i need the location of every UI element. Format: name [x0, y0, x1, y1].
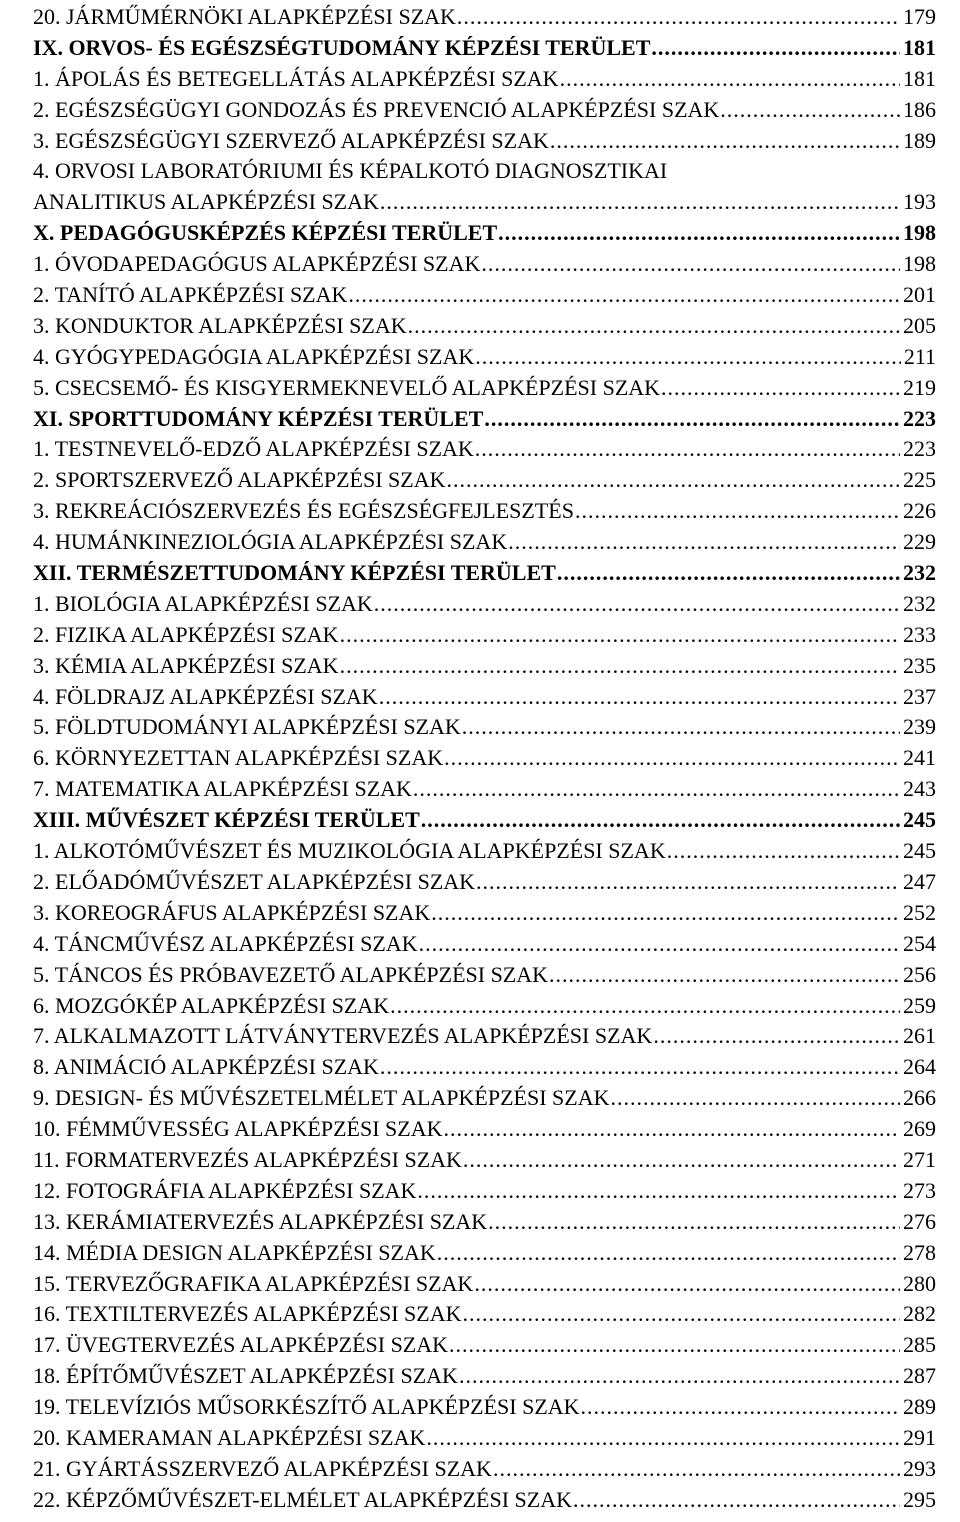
toc-entry-title: 3. KOREOGRÁFUS ALAPKÉPZÉSI SZAK [33, 899, 431, 925]
toc-entry-title: 12. FOTOGRÁFIA ALAPKÉPZÉSI SZAK [33, 1177, 417, 1203]
toc-page-number: 269 [903, 1116, 936, 1142]
toc-entry-title: 5. CSECSEMŐ- ÉS KISGYERMEKNEVELŐ ALAPKÉPZÉSI SZAK [33, 374, 661, 400]
toc-page-number: 205 [903, 312, 936, 338]
toc-entry-title: IX. ORVOS- ÉS EGÉSZSÉGTUDOMÁNY KÉPZÉSI TERÜLET [33, 34, 651, 60]
toc-page-number: 201 [903, 282, 936, 308]
toc-page-number: 232 [903, 590, 936, 616]
dot-leader [374, 589, 900, 620]
dot-leader [475, 342, 901, 373]
toc-page-number: 247 [903, 868, 936, 894]
dot-leader [498, 218, 900, 249]
toc-entry[interactable] [33, 1238, 936, 1269]
toc-entry[interactable] [33, 898, 936, 929]
toc-page-number: 181 [903, 34, 936, 60]
toc-entry[interactable] [33, 373, 936, 404]
toc-entry[interactable] [33, 836, 936, 867]
dot-leader [462, 712, 900, 743]
toc-page-number: 278 [903, 1239, 936, 1265]
toc-page-number: 276 [903, 1208, 936, 1234]
toc-page-number: 189 [903, 127, 936, 153]
toc-entry[interactable] [33, 434, 936, 465]
toc-entry-title: 17. ÜVEGTERVEZÉS ALAPKÉPZÉSI SZAK [33, 1332, 449, 1358]
toc-entry[interactable] [33, 1392, 936, 1423]
dot-leader [488, 1207, 900, 1238]
toc-entry-title: 8. ANIMÁCIÓ ALAPKÉPZÉSI SZAK [33, 1054, 379, 1080]
toc-entry-title: 21. GYÁRTÁSSZERVEZŐ ALAPKÉPZÉSI SZAK [33, 1455, 492, 1481]
toc-page-number: 211 [903, 343, 936, 369]
toc-entry-title: 20. KAMERAMAN ALAPKÉPZÉSI SZAK [33, 1424, 426, 1450]
toc-entry[interactable] [33, 651, 936, 682]
dot-leader [463, 1145, 900, 1176]
toc-entry-title: 2. SPORTSZERVEZŐ ALAPKÉPZÉSI SZAK [33, 467, 446, 493]
toc-page-number: 229 [903, 529, 936, 555]
dot-leader [481, 249, 900, 280]
toc-entry-title: XII. TERMÉSZETTUDOMÁNY KÉPZÉSI TERÜLET [33, 560, 556, 586]
toc-page-number: 259 [903, 992, 936, 1018]
dot-leader [380, 1052, 900, 1083]
dot-leader [444, 1114, 901, 1145]
toc-area-heading[interactable] [33, 558, 936, 589]
toc-page-number: 295 [903, 1486, 936, 1512]
toc-page-number: 254 [903, 930, 936, 956]
toc-page-number: 239 [903, 714, 936, 740]
dot-leader [340, 651, 900, 682]
toc-entry-line[interactable] [33, 156, 936, 187]
dot-leader [581, 1392, 900, 1423]
toc-entry-title: 7. ALKALMAZOTT LÁTVÁNYTERVEZÉS ALAPKÉPZÉSI SZAK [33, 1023, 653, 1049]
toc-entry-title: XI. SPORTTUDOMÁNY KÉPZÉSI TERÜLET [33, 405, 484, 431]
toc-entry[interactable] [33, 867, 936, 898]
dot-leader [390, 991, 900, 1022]
dot-leader [462, 1299, 900, 1330]
toc-entry[interactable] [33, 1145, 936, 1176]
dot-leader [476, 867, 900, 898]
dot-leader [484, 404, 900, 435]
toc-entry-title: XIII. MŰVÉSZET KÉPZÉSI TERÜLET [33, 807, 420, 833]
toc-entry-title: 5. FÖLDTUDOMÁNYI ALAPKÉPZÉSI SZAK [33, 714, 461, 740]
toc-entry[interactable] [33, 64, 936, 95]
toc-page-number: 241 [903, 745, 936, 771]
toc-entry[interactable] [33, 712, 936, 743]
toc-page-number: 289 [903, 1394, 936, 1420]
toc-entry-title: 20. JÁRMŰMÉRNÖKI ALAPKÉPZÉSI SZAK [33, 4, 456, 29]
toc-page-number: 245 [903, 838, 936, 864]
dot-leader [380, 187, 900, 218]
toc-entry-title: 15. TERVEZŐGRAFIKA ALAPKÉPZÉSI SZAK [33, 1270, 474, 1296]
toc-entry[interactable] [33, 682, 936, 713]
toc-entry[interactable] [33, 774, 936, 805]
dot-leader [550, 126, 900, 157]
toc-entry[interactable] [33, 1083, 936, 1114]
dot-leader [610, 1083, 900, 1114]
toc-entry-title: 3. KÉMIA ALAPKÉPZÉSI SZAK [33, 652, 339, 678]
toc-page-number: 271 [903, 1146, 936, 1172]
toc-entry[interactable] [33, 960, 936, 991]
toc-entry-title: 4. ORVOSI LABORATÓRIUMI ÉS KÉPALKOTÓ DIAGNOSZTIKAI [33, 158, 668, 184]
dot-leader [426, 1423, 900, 1454]
dot-leader [474, 1269, 900, 1300]
dot-leader [431, 898, 900, 929]
dot-leader [379, 682, 900, 713]
toc-entry-title: 4. GYÓGYPEDAGÓGIA ALAPKÉPZÉSI SZAK [33, 343, 475, 369]
toc-entry[interactable] [33, 187, 936, 218]
dot-leader [653, 1021, 900, 1052]
toc-entry[interactable] [33, 1021, 936, 1052]
dot-leader [575, 496, 900, 527]
toc-page-number: 237 [903, 683, 936, 709]
toc-area-heading[interactable] [33, 33, 936, 64]
toc-entry[interactable] [33, 1330, 936, 1361]
toc-entry-title: 2. FIZIKA ALAPKÉPZÉSI SZAK [33, 621, 339, 647]
dot-leader [651, 33, 900, 64]
toc-entry-title: 4. HUMÁNKINEZIOLÓGIA ALAPKÉPZÉSI SZAK [33, 529, 508, 555]
toc-entry[interactable] [33, 126, 936, 157]
toc-entry-title: 19. TELEVÍZIÓS MŰSORKÉSZÍTŐ ALAPKÉPZÉSI SZAK [33, 1394, 580, 1420]
toc-page-number: 233 [903, 621, 936, 647]
dot-leader [413, 774, 900, 805]
toc-entry[interactable] [33, 496, 936, 527]
dot-leader [447, 465, 900, 496]
toc-entry-title: 1. TESTNEVELŐ-EDZŐ ALAPKÉPZÉSI SZAK [33, 436, 474, 462]
toc-page-number: 291 [903, 1424, 936, 1450]
toc-entry[interactable] [33, 1052, 936, 1083]
toc-entry[interactable] [33, 589, 936, 620]
toc-page-number: 273 [903, 1177, 936, 1203]
toc-entry[interactable] [33, 991, 936, 1022]
toc-entry-title: 6. MOZGÓKÉP ALAPKÉPZÉSI SZAK [33, 992, 390, 1018]
dot-leader [449, 1330, 900, 1361]
toc-entry-title: 22. KÉPZŐMŰVÉSZET-ELMÉLET ALAPKÉPZÉSI SZAK [33, 1486, 572, 1512]
toc-entry-title: 3. KONDUKTOR ALAPKÉPZÉSI SZAK [33, 312, 407, 338]
toc-entry-title: 10. FÉMMŰVESSÉG ALAPKÉPZÉSI SZAK [33, 1116, 443, 1142]
toc-entry[interactable] [33, 527, 936, 558]
toc-page-number: 198 [903, 251, 936, 277]
toc-entry[interactable] [33, 2, 936, 33]
toc-page-number: 179 [903, 4, 936, 29]
toc-page-number: 232 [903, 560, 936, 586]
toc-entry-title: 2. ELŐADÓMŰVÉSZET ALAPKÉPZÉSI SZAK [33, 868, 476, 894]
dot-leader [340, 620, 900, 651]
toc-page-number: 287 [903, 1363, 936, 1389]
toc-entry-title: 5. TÁNCOS ÉS PRÓBAVEZETŐ ALAPKÉPZÉSI SZAK [33, 961, 549, 987]
dot-leader [419, 929, 900, 960]
toc-page-number: 243 [903, 776, 936, 802]
toc-area-heading[interactable] [33, 404, 936, 435]
toc-entry-title: 3. EGÉSZSÉGÜGYI SZERVEZŐ ALAPKÉPZÉSI SZAK [33, 127, 549, 153]
toc-page-number: 293 [903, 1455, 936, 1481]
toc-entry[interactable] [33, 1485, 936, 1516]
toc-entry[interactable] [33, 620, 936, 651]
dot-leader [508, 527, 900, 558]
dot-leader [557, 558, 900, 589]
toc-entry-title: 18. ÉPÍTŐMŰVÉSZET ALAPKÉPZÉSI SZAK [33, 1363, 458, 1389]
toc-area-heading[interactable] [33, 805, 936, 836]
toc-page-number: 261 [903, 1023, 936, 1049]
toc-entry[interactable] [33, 1454, 936, 1485]
toc-page-number: 245 [903, 807, 936, 833]
toc-page-number: 181 [903, 65, 936, 91]
toc-entry[interactable] [33, 249, 936, 280]
toc-entry[interactable] [33, 929, 936, 960]
dot-leader [560, 64, 900, 95]
toc-entry-title: 11. FORMATERVEZÉS ALAPKÉPZÉSI SZAK [33, 1146, 462, 1172]
toc-page-number: 198 [903, 220, 936, 246]
toc-entry-title: 13. KERÁMIATERVEZÉS ALAPKÉPZÉSI SZAK [33, 1208, 488, 1234]
dot-leader [421, 805, 900, 836]
dot-leader [417, 1176, 900, 1207]
toc-entry[interactable] [33, 1361, 936, 1392]
toc-entry-title: 16. TEXTILTERVEZÉS ALAPKÉPZÉSI SZAK [33, 1301, 462, 1327]
toc-entry[interactable] [33, 743, 936, 774]
toc-entry-title: 4. TÁNCMŰVÉSZ ALAPKÉPZÉSI SZAK [33, 930, 418, 956]
toc-page-number: 282 [903, 1301, 936, 1327]
toc-page-number: 223 [903, 436, 936, 462]
toc-page-number: 226 [903, 498, 936, 524]
dot-leader [573, 1485, 900, 1516]
toc-page-number: 219 [903, 374, 936, 400]
toc-entry-title: 4. FÖLDRAJZ ALAPKÉPZÉSI SZAK [33, 683, 378, 709]
toc-page-number: 186 [903, 96, 936, 122]
toc-page-number: 264 [903, 1054, 936, 1080]
toc-entry[interactable] [33, 1114, 936, 1145]
toc-entry[interactable] [33, 1423, 936, 1454]
toc-entry-title: 3. REKREÁCIÓSZERVEZÉS ÉS EGÉSZSÉGFEJLESZTÉS [33, 498, 574, 524]
dot-leader [661, 373, 900, 404]
toc-entry[interactable] [33, 311, 936, 342]
toc-entry-title: 9. DESIGN- ÉS MŰVÉSZETELMÉLET ALAPKÉPZÉSI SZAK [33, 1085, 610, 1111]
toc-entry[interactable] [33, 1299, 936, 1330]
toc-page-number: 193 [903, 189, 936, 215]
toc-entry-title: ANALITIKUS ALAPKÉPZÉSI SZAK [33, 189, 379, 215]
dot-leader [444, 743, 900, 774]
table-of-contents [33, 2, 936, 1516]
toc-page-number: 223 [903, 405, 936, 431]
dot-leader [408, 311, 900, 342]
toc-entry[interactable] [33, 280, 936, 311]
dot-leader [459, 1361, 900, 1392]
toc-entry-title: 1. ÁPOLÁS ÉS BETEGELLÁTÁS ALAPKÉPZÉSI SZAK [33, 65, 559, 91]
toc-entry[interactable] [33, 1176, 936, 1207]
dot-leader [493, 1454, 900, 1485]
toc-entry[interactable] [33, 1269, 936, 1300]
toc-entry-title: 2. TANÍTÓ ALAPKÉPZÉSI SZAK [33, 282, 348, 308]
dot-leader [348, 280, 900, 311]
toc-page-number: 235 [903, 652, 936, 678]
dot-leader [667, 836, 900, 867]
toc-page-number: 225 [903, 467, 936, 493]
toc-entry[interactable] [33, 342, 936, 373]
toc-page-number: 252 [903, 899, 936, 925]
dot-leader [437, 1238, 900, 1269]
toc-entry[interactable] [33, 95, 936, 126]
toc-page-number: 266 [903, 1085, 936, 1111]
toc-entry-title: 6. KÖRNYEZETTAN ALAPKÉPZÉSI SZAK [33, 745, 444, 771]
toc-area-heading[interactable] [33, 218, 936, 249]
dot-leader [720, 95, 900, 126]
toc-entry-title: X. PEDAGÓGUSKÉPZÉS KÉPZÉSI TERÜLET [33, 220, 498, 246]
toc-entry-title: 1. ÓVODAPEDAGÓGUS ALAPKÉPZÉSI SZAK [33, 251, 481, 277]
toc-entry-title: 14. MÉDIA DESIGN ALAPKÉPZÉSI SZAK [33, 1239, 436, 1265]
toc-entry[interactable] [33, 1207, 936, 1238]
toc-entry-title: 1. ALKOTÓMŰVÉSZET ÉS MUZIKOLÓGIA ALAPKÉPZÉSI SZAK [33, 838, 666, 864]
dot-leader [549, 960, 900, 991]
toc-entry[interactable] [33, 465, 936, 496]
dot-leader [457, 2, 900, 33]
dot-leader [475, 434, 900, 465]
toc-page-number: 285 [903, 1332, 936, 1358]
toc-page-number: 256 [903, 961, 936, 987]
toc-entry-title: 2. EGÉSZSÉGÜGYI GONDOZÁS ÉS PREVENCIÓ ALAPKÉPZÉSI SZAK [33, 96, 720, 122]
toc-entry-title: 1. BIOLÓGIA ALAPKÉPZÉSI SZAK [33, 590, 373, 616]
toc-page-number: 280 [903, 1270, 936, 1296]
toc-entry-title: 7. MATEMATIKA ALAPKÉPZÉSI SZAK [33, 776, 412, 802]
